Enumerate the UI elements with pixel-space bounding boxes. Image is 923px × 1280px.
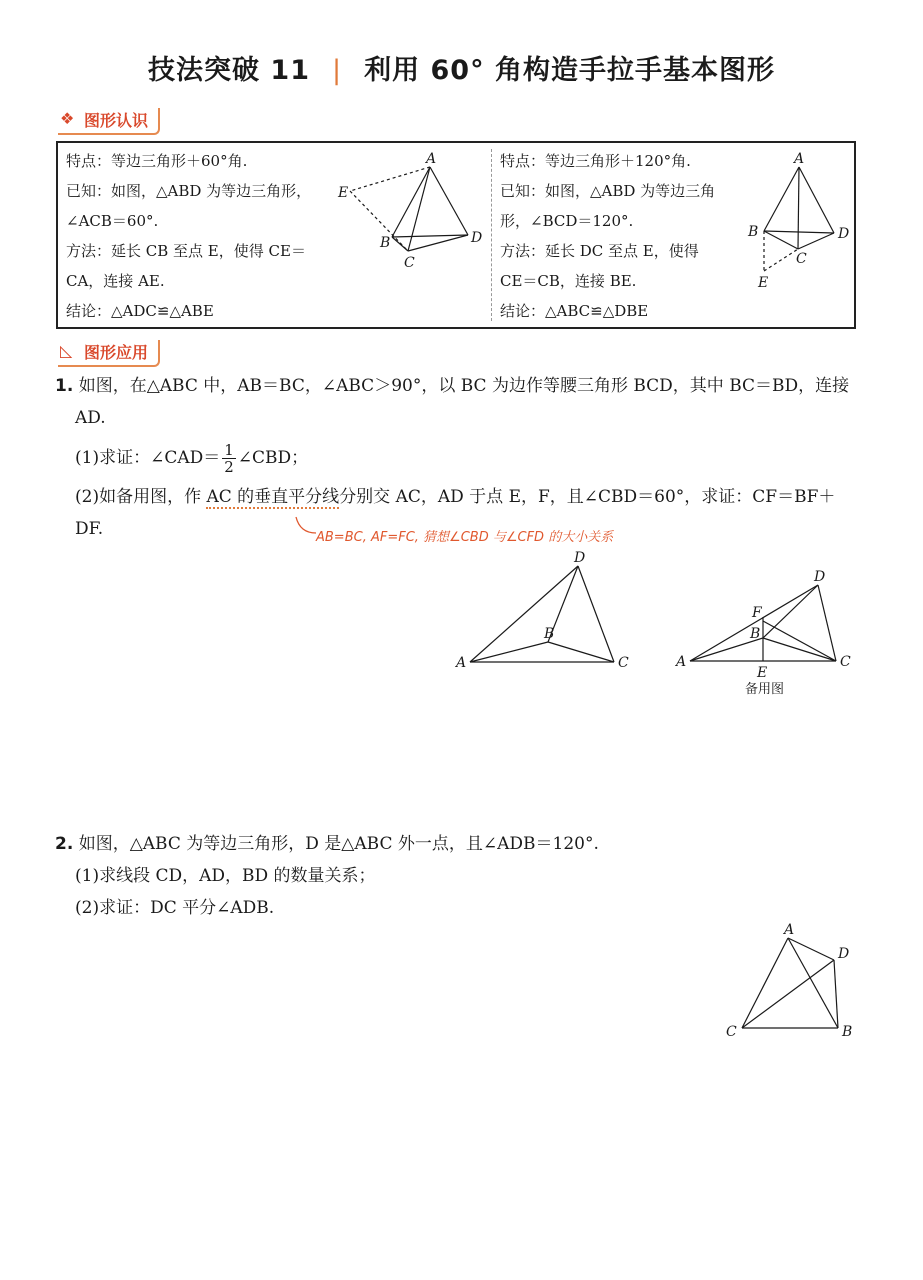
page-title bbox=[0, 48, 923, 87]
label-box-right-A: A bbox=[794, 151, 805, 167]
question-1-part2-line2: DF. bbox=[75, 519, 104, 539]
question-1-part1 bbox=[55, 442, 865, 475]
label-box-right-B: B bbox=[748, 224, 759, 240]
question-1-part2 bbox=[55, 481, 865, 513]
section-tag-application bbox=[58, 340, 160, 367]
box-left-line: ∠ACB＝60°. bbox=[66, 212, 159, 230]
question-1-line2: AD. bbox=[75, 408, 106, 428]
label-box-right-E: E bbox=[758, 275, 769, 291]
label-q1b-B: B bbox=[750, 626, 761, 642]
box-right-line: 形，∠BCD＝120°. bbox=[500, 212, 634, 230]
label-q1b-F: F bbox=[752, 605, 762, 621]
label-box-right-D: D bbox=[838, 226, 850, 242]
cubes-icon: ❖ bbox=[60, 109, 75, 128]
section-label-recognition: 图形认识 bbox=[84, 111, 149, 130]
annotation-hint: AB=BC, AF=FC, 猜想∠CBD 与∠CFD 的大小关系 bbox=[316, 530, 614, 545]
section-tag-recognition bbox=[58, 108, 160, 135]
label-box-right-C: C bbox=[796, 251, 807, 267]
question-1-line1: 如图，在△ABC 中，AB＝BC，∠ABC＞90°，以 BC 为边作等腰三角形 BCD，其中 BC＝BD，连接 bbox=[78, 376, 850, 396]
q1-part2-b: 分别交 AC，AD 于点 E，F，且∠CBD＝60°，求证：CF＝BF＋ bbox=[339, 487, 836, 507]
fraction-denominator: 2 bbox=[224, 458, 234, 476]
label-q1-B: B bbox=[544, 626, 555, 642]
label-box-left-D: D bbox=[471, 230, 483, 246]
box-right-line: 特点：等边三角形＋120°角. bbox=[500, 152, 691, 170]
box-left-text bbox=[66, 146, 344, 326]
label-box-left-E: E bbox=[338, 185, 349, 201]
caption-backup-figure: 备用图 bbox=[745, 682, 785, 697]
label-q1b-C: C bbox=[840, 654, 851, 670]
label-q1b-D: D bbox=[814, 569, 826, 585]
question-1 bbox=[55, 370, 865, 545]
label-q1b-A: A bbox=[676, 654, 687, 670]
q1-part1-suffix: ∠CBD； bbox=[237, 448, 309, 468]
box-right-line: CE＝CB，连接 BE. bbox=[500, 272, 637, 290]
box-right-text bbox=[500, 146, 752, 326]
box-left-line: 特点：等边三角形＋60°角. bbox=[66, 152, 248, 170]
label-box-left-C: C bbox=[404, 255, 415, 271]
figure-box-right bbox=[746, 147, 856, 297]
question-2-line1: 如图，△ABC 为等边三角形，D 是△ABC 外一点，且∠ADB＝120°. bbox=[78, 834, 599, 854]
label-q2-C: C bbox=[726, 1024, 737, 1040]
title-right: 利用 60° 角构造手拉手基本图形 bbox=[364, 55, 775, 86]
box-left-line: 结论：△ADC≌△ABE bbox=[66, 302, 214, 320]
question-1-number: 1. bbox=[55, 376, 74, 396]
section-label-application: 图形应用 bbox=[84, 343, 149, 362]
question-2-part2: (2)求证：DC 平分∠ADB. bbox=[75, 898, 275, 918]
figure-q1-backup bbox=[672, 565, 862, 705]
label-q2-B: B bbox=[842, 1024, 853, 1040]
title-left: 技法突破 11 bbox=[148, 55, 310, 86]
box-left-line: CA，连接 AE. bbox=[66, 272, 165, 290]
box-right-line: 结论：△ABC≌△DBE bbox=[500, 302, 649, 320]
label-q1b-E: E bbox=[757, 665, 768, 681]
fraction-one-half bbox=[222, 442, 236, 475]
question-2-part1: (1)求线段 CD，AD，BD 的数量关系； bbox=[75, 866, 376, 886]
box-left-line: 方法：延长 CB 至点 E，使得 CE＝ bbox=[66, 242, 306, 260]
label-q1-A: A bbox=[456, 655, 467, 671]
label-q2-A: A bbox=[784, 922, 795, 938]
q1-part1-prefix: (1)求证：∠CAD＝ bbox=[75, 448, 221, 468]
label-q2-D: D bbox=[838, 946, 850, 962]
label-q1-C: C bbox=[618, 655, 629, 671]
box-left-line: 已知：如图，△ABD 为等边三角形， bbox=[66, 182, 312, 200]
q1-part2-a: (2)如备用图，作 bbox=[75, 487, 207, 507]
ruler-triangle-icon: ◺ bbox=[60, 341, 73, 360]
figure-q2 bbox=[720, 920, 870, 1050]
figure-q1-main bbox=[452, 550, 642, 680]
label-box-left-A: A bbox=[426, 151, 437, 167]
label-box-left-B: B bbox=[380, 235, 391, 251]
q1-part2-underlined: AC 的垂直平分线 bbox=[206, 487, 340, 507]
figure-box-left bbox=[336, 147, 496, 271]
label-q1-D: D bbox=[574, 550, 586, 566]
title-separator: | bbox=[332, 55, 343, 86]
question-2-number: 2. bbox=[55, 834, 74, 854]
box-right-line: 方法：延长 DC 至点 E，使得 bbox=[500, 242, 699, 260]
recognition-box bbox=[56, 141, 856, 329]
fraction-numerator: 1 bbox=[224, 441, 234, 459]
box-right-line: 已知：如图，△ABD 为等边三角 bbox=[500, 182, 716, 200]
question-2 bbox=[55, 828, 865, 924]
